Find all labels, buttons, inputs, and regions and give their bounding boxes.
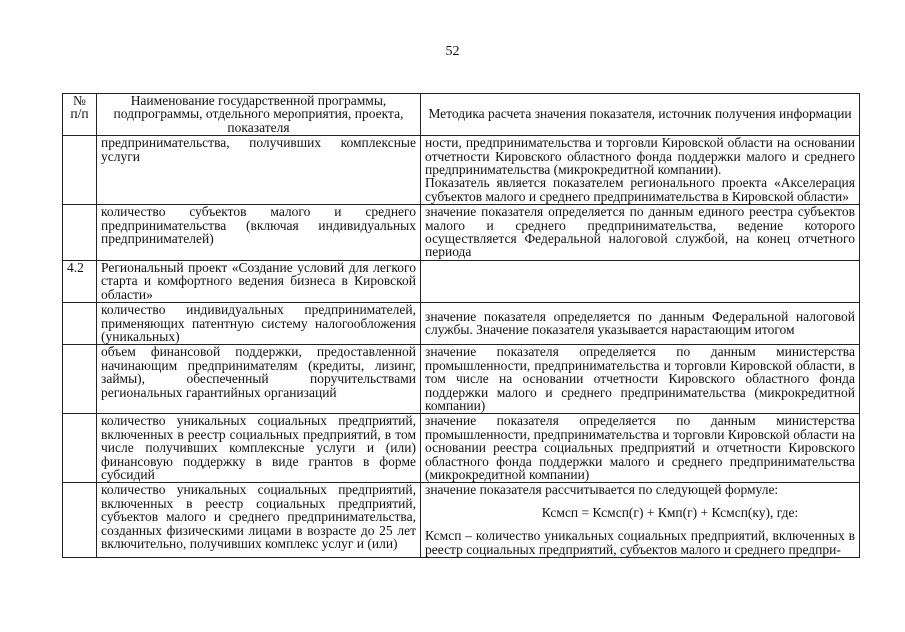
header-name: Наименование государственной программы, подпрограммы, отдельного мероприятия, проекта, показателя — [97, 94, 421, 136]
indicator-method: значение показателя определяется по данным министерства промышленности, предпринимательства и торговли Кировской области, в том числе на основании отчетности Кировского областного фонда поддержки малого и среднего предпринимательства (микрокредитной компании) — [421, 345, 860, 414]
row-number — [63, 136, 97, 205]
indicator-method: значение показателя определяется по данным единого реестра субъектов малого и среднего предпринимательства, ведение которого осуществляется Федеральной налоговой службой, на конец отчетного периода — [421, 205, 860, 261]
page-number: 52 — [445, 44, 460, 59]
formula: Ксмсп = Ксмсп(г) + Кмп(г) + Ксмсп(ку), где: — [541, 504, 799, 520]
row-number — [63, 414, 97, 483]
row-number — [63, 483, 97, 558]
table-row — [63, 483, 860, 558]
indicator-name: объем финансовой поддержки, предоставленной начинающим предпринимателям (кредиты, лизинг, займы), обеспеченный поручительствами региональных гарантийных организаций — [97, 345, 421, 414]
row-number — [63, 205, 97, 261]
method-text: значение показателя рассчитывается по следующей формуле: — [425, 482, 779, 498]
header-number: № п/п — [63, 94, 97, 136]
indicator-method — [421, 483, 860, 558]
method-text: ности, предпринимательства и торговли Кировской области на основании отчетности Кировского областного фонда поддержки малого и среднего предпринимательства (микрокредитной компании). — [425, 135, 855, 178]
table-row — [63, 414, 860, 483]
table-row — [63, 303, 860, 345]
indicator-method: значение показателя определяется по данным Федеральной налоговой службы. Значение показателя указывается нарастающим итогом — [421, 303, 860, 345]
indicator-method — [421, 136, 860, 205]
indicator-name: предпринимательства, получивших комплексные услуги — [97, 136, 421, 205]
table-row — [63, 345, 860, 414]
indicator-method: значение показателя определяется по данным министерства промышленности, предпринимательства и торговли Кировской области на основании реестра социальных предприятий и отчетности Кировского областного фонда поддержки малого и среднего предпринимательства (микрокредитной компании) — [421, 414, 860, 483]
row-number: 4.2 — [63, 260, 97, 302]
indicator-name: количество субъектов малого и среднего предпринимательства (включая индивидуальных предпринимателей) — [97, 205, 421, 261]
indicator-name: количество уникальных социальных предприятий, включенных в реестр социальных предприятий, в том числе получивших комплексные услуги и (или) финансовую поддержку в виде грантов в форме субсидий — [97, 414, 421, 483]
table-row — [63, 260, 860, 302]
method-text: Ксмсп – количество уникальных социальных предприятий, включенных в реестр социальных предприятий, субъектов малого и среднего предпри- — [425, 528, 855, 557]
indicator-table — [62, 93, 860, 558]
header-method: Методика расчета значения показателя, источник получения информации — [421, 94, 860, 136]
indicator-name: Региональный проект «Создание условий для легкого старта и комфортного ведения бизнеса в Кировской области» — [97, 260, 421, 302]
indicator-method — [421, 260, 860, 302]
indicator-name: количество уникальных социальных предприятий, включенных в реестр социальных предприятий, субъектов малого и среднего предпринимательства, созданных физическими лицами в возрасте до 25 лет включительно, получивших комплекс услуг и (или) — [97, 483, 421, 558]
method-text: Показатель является показателем регионального проекта «Акселерация субъектов малого и среднего предпринимательства в Кировской области» — [425, 175, 855, 204]
table-row — [63, 136, 860, 205]
indicator-name: количество индивидуальных предпринимателей, применяющих патентную систему налогообложения (уникальных) — [97, 303, 421, 345]
table-header-row — [63, 94, 860, 136]
row-number — [63, 345, 97, 414]
row-number — [63, 303, 97, 345]
table-row — [63, 205, 860, 261]
